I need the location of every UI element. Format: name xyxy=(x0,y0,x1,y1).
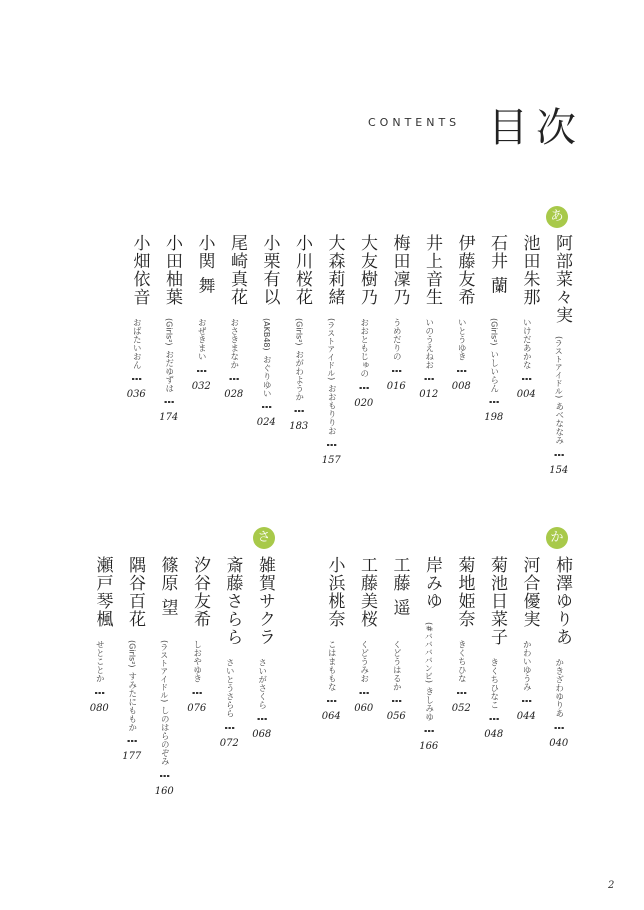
leader-dots: ⋮ xyxy=(486,396,501,409)
entry-name: 瀬戸琴楓 xyxy=(92,556,113,628)
entry-page-number: 068 xyxy=(252,729,272,740)
entry-group: (ラストアイドル) xyxy=(554,336,564,399)
entry-reading: おばたいおん xyxy=(131,318,142,369)
entry-page-number: 048 xyxy=(484,729,504,740)
leader-dots: ⋮ xyxy=(519,695,534,707)
entry-reading: かきざわゆりあ xyxy=(553,658,564,718)
leader-dots: ⋮ xyxy=(454,364,469,377)
leader-dots: ⋮ xyxy=(356,381,371,394)
toc-entry[interactable] xyxy=(543,234,576,494)
toc-entry[interactable] xyxy=(283,234,316,494)
toc-entry[interactable] xyxy=(116,556,149,816)
toc-entry[interactable] xyxy=(348,556,381,816)
entry-name: 池田朱那 xyxy=(519,234,540,306)
entry-name: 大森莉緒 xyxy=(324,234,345,306)
entry-reading: うめだりの xyxy=(391,318,402,361)
entry-reading: さいとうさらら xyxy=(224,658,235,718)
leader-dots: ⋮ xyxy=(254,713,269,725)
entry-reading: しのはらのぞみ xyxy=(159,706,170,766)
entry-reading: おおもりりお xyxy=(326,384,337,436)
entry-reading: おだゆずは xyxy=(163,349,174,393)
entry-page-number: 177 xyxy=(122,751,142,763)
entry-group: (Girls²) xyxy=(294,318,304,346)
entry-reading: さいがさくら xyxy=(256,658,267,709)
toc-entry[interactable] xyxy=(380,556,413,816)
leader-dots: ⋮ xyxy=(259,401,274,414)
toc-entry[interactable] xyxy=(83,556,116,816)
entry-name: 尾崎真花 xyxy=(227,234,247,306)
toc-entry[interactable] xyxy=(153,234,186,494)
entry-page-number: 024 xyxy=(256,417,276,429)
page-title: 目次 xyxy=(488,105,584,151)
entry-page-number: 036 xyxy=(126,389,146,400)
section-badge-sa: さ xyxy=(253,527,275,549)
entry-page-number: 064 xyxy=(321,711,341,722)
entry-reading: くどうはるか xyxy=(391,640,402,691)
section-badge-ka: か xyxy=(546,527,568,549)
toc-entry[interactable] xyxy=(246,556,279,816)
toc-section-a xyxy=(116,234,575,494)
entry-page-number: 198 xyxy=(484,412,504,424)
leader-dots: ⋮ xyxy=(324,439,339,452)
entry-reading: きくちひなこ xyxy=(488,658,499,709)
leader-dots: ⋮ xyxy=(389,364,404,377)
toc-entry[interactable] xyxy=(543,556,576,816)
leader-dots: ⋮ xyxy=(551,448,566,461)
leader-dots: ⋮ xyxy=(226,373,241,385)
entry-page-number: 004 xyxy=(516,389,536,400)
entry-reading: すみたにももか xyxy=(126,671,137,732)
entry-name: 柿澤ゆりあ xyxy=(552,556,572,646)
entry-page-number: 076 xyxy=(187,702,207,714)
entry-reading: あべななみ xyxy=(553,402,564,445)
toc-entry[interactable] xyxy=(413,556,446,816)
entry-name: 工藤美桜 xyxy=(357,556,377,628)
entry-name: 小畑依音 xyxy=(129,234,150,306)
toc-entry[interactable] xyxy=(218,234,251,494)
toc-entry[interactable] xyxy=(380,234,413,494)
page-number: 2 xyxy=(608,880,615,891)
entry-page-number: 183 xyxy=(289,420,309,432)
leader-dots: ⋮ xyxy=(129,373,144,385)
entry-reading: いしいらん xyxy=(488,349,499,393)
toc-entry[interactable] xyxy=(315,234,348,494)
entry-reading: きしみゆ xyxy=(423,686,434,721)
leader-dots: ⋮ xyxy=(92,686,107,699)
leader-dots: ⋮ xyxy=(194,364,209,377)
entry-name: 伊藤友希 xyxy=(454,234,475,306)
entry-reading: おがわようか xyxy=(293,349,304,401)
entry-name: 大友樹乃 xyxy=(357,234,377,306)
leader-dots: ⋮ xyxy=(291,404,306,417)
entry-name: 篠原 望 xyxy=(157,556,178,617)
entry-page-number: 028 xyxy=(224,389,244,400)
leader-dots: ⋮ xyxy=(124,735,139,748)
entry-name: 小栗有以 xyxy=(259,234,280,306)
entry-page-number: 154 xyxy=(549,464,569,476)
toc-entry[interactable] xyxy=(478,234,511,494)
entry-reading: せとことか xyxy=(94,640,105,683)
entry-page-number: 174 xyxy=(159,412,179,424)
entry-name: 石井 蘭 xyxy=(487,234,507,295)
entry-reading: いとうゆき xyxy=(456,318,467,361)
entry-page-number: 052 xyxy=(451,702,471,714)
entry-name: 梅田凜乃 xyxy=(389,234,410,306)
toc-entry[interactable] xyxy=(315,556,348,816)
toc-entry[interactable] xyxy=(413,234,446,494)
leader-dots: ⋮ xyxy=(222,721,237,734)
contents-label: CONTENTS xyxy=(368,116,461,129)
toc-entry[interactable] xyxy=(445,234,478,494)
entry-reading: こはまももな xyxy=(326,640,337,691)
entry-name: 小関 舞 xyxy=(194,234,215,295)
leader-dots: ⋮ xyxy=(356,686,371,699)
entry-name: 工藤 遥 xyxy=(389,556,410,617)
entry-name: 河合優実 xyxy=(519,556,540,628)
entry-name: 雑賀サクラ xyxy=(255,556,275,646)
entry-page-number: 020 xyxy=(354,397,374,409)
entry-group: (ラストアイドル) xyxy=(326,318,336,381)
toc-entry[interactable] xyxy=(348,234,381,494)
leader-dots: ⋮ xyxy=(389,695,404,707)
entry-name: 汐谷友希 xyxy=(190,556,210,628)
leader-dots: ⋮ xyxy=(157,769,172,782)
leader-dots: ⋮ xyxy=(161,396,176,409)
section-badge-a: あ xyxy=(546,206,568,228)
leader-dots: ⋮ xyxy=(486,713,501,725)
leader-dots: ⋮ xyxy=(421,724,436,737)
entry-reading: しおやゆき xyxy=(191,640,202,683)
toc-entry[interactable] xyxy=(181,556,214,816)
toc-entry[interactable] xyxy=(185,234,218,494)
entry-group: (Girls²) xyxy=(489,318,499,346)
entry-reading: いのうえねお xyxy=(423,318,434,369)
entry-page-number: 040 xyxy=(549,737,569,749)
toc-entry[interactable] xyxy=(250,234,283,494)
toc-entry[interactable] xyxy=(148,556,181,816)
leader-dots: ⋮ xyxy=(421,373,436,385)
entry-name: 小川桜花 xyxy=(292,234,312,306)
entry-group: (ラストアイドル) xyxy=(159,640,169,703)
entry-group: (Girls²) xyxy=(127,640,137,668)
toc-entry[interactable] xyxy=(510,556,543,816)
toc-section-ka xyxy=(315,556,575,816)
toc-entry[interactable] xyxy=(213,556,246,816)
entry-name: 小浜桃奈 xyxy=(324,556,345,628)
entry-page-number: 160 xyxy=(154,785,174,797)
entry-page-number: 056 xyxy=(386,711,406,722)
entry-reading: おさきまなか xyxy=(228,318,239,369)
entry-name: 井上音生 xyxy=(422,234,442,306)
leader-dots: ⋮ xyxy=(454,686,469,699)
entry-reading: おぜきまい xyxy=(196,318,207,361)
entry-name: 岸みゆ xyxy=(422,556,442,610)
entry-name: 隅谷百花 xyxy=(125,556,145,628)
entry-page-number: 016 xyxy=(386,380,406,392)
toc-entry[interactable] xyxy=(478,556,511,816)
entry-reading: かわいゆうみ xyxy=(521,640,532,691)
entry-name: 斎藤さらら xyxy=(222,556,243,646)
entry-reading: きくちひな xyxy=(456,640,467,683)
leader-dots: ⋮ xyxy=(189,686,204,699)
entry-page-number: 080 xyxy=(89,702,109,714)
toc-entry[interactable] xyxy=(510,234,543,494)
entry-reading: おぐりゆい xyxy=(261,354,272,398)
entry-name: 菊地姫奈 xyxy=(454,556,475,628)
entry-page-number: 157 xyxy=(321,455,341,467)
entry-group: (Girls²) xyxy=(164,318,174,346)
entry-group: (#ババババンビ) xyxy=(424,622,434,683)
entry-group: (AKB48) xyxy=(261,318,271,351)
leader-dots: ⋮ xyxy=(551,721,566,734)
entry-name: 阿部菜々実 xyxy=(552,234,572,324)
entry-reading: おおともじゅの xyxy=(358,318,369,378)
entry-page-number: 166 xyxy=(419,740,439,752)
entry-name: 小田柚葉 xyxy=(162,234,182,306)
toc-entry[interactable] xyxy=(445,556,478,816)
entry-page-number: 044 xyxy=(516,711,536,722)
leader-dots: ⋮ xyxy=(519,373,534,385)
entry-page-number: 008 xyxy=(451,380,471,392)
leader-dots: ⋮ xyxy=(324,695,339,707)
toc-entry[interactable] xyxy=(120,234,153,494)
toc-section-sa xyxy=(82,556,278,816)
entry-page-number: 032 xyxy=(191,380,211,392)
entry-page-number: 072 xyxy=(219,737,239,749)
entry-page-number: 012 xyxy=(419,389,439,400)
entry-name: 菊池日菜子 xyxy=(487,556,507,646)
entry-reading: くどうみお xyxy=(358,640,369,683)
entry-page-number: 060 xyxy=(354,702,374,714)
entry-reading: いけだあかな xyxy=(521,318,532,369)
